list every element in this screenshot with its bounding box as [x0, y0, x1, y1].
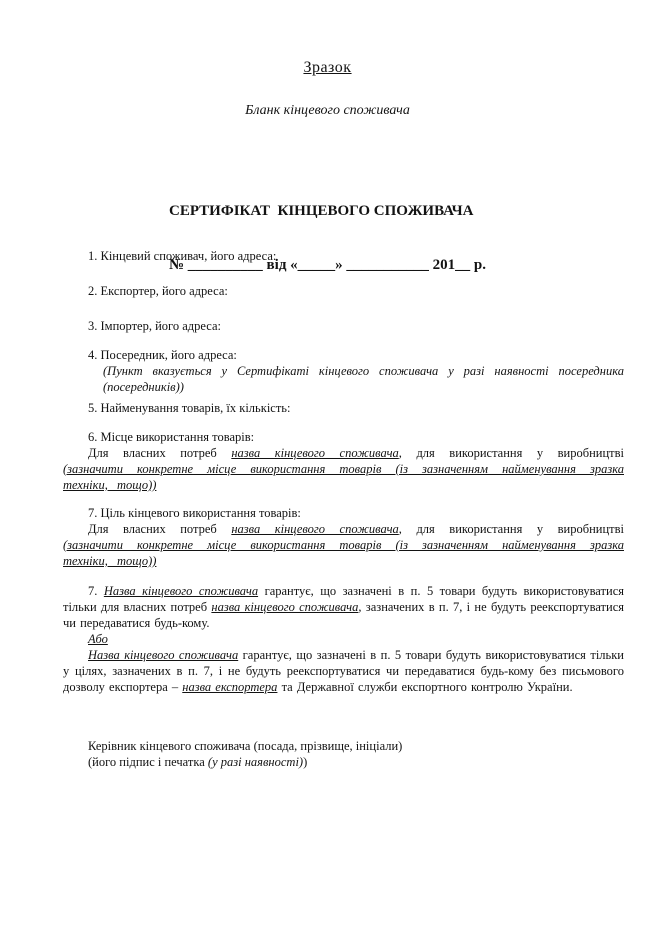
- guarantee-paragraph-1: [63, 583, 624, 631]
- guarantee-2-text-b: та Державної служби експортного контролю України.: [277, 680, 573, 694]
- form-subtitle: Бланк кінцевого споживача: [245, 103, 410, 118]
- item-7-label: 7. Ціль кінцевого використання товарів:: [88, 506, 301, 520]
- item-6-label: 6. Місце використання товарів:: [88, 430, 255, 444]
- usage-note-placeholder: (зазначити конкретне місце використання товарів (із зазначенням найменування зразка техніки, тощо)): [63, 538, 624, 568]
- item-7-body-middle: , для використання у виробництві: [398, 522, 624, 536]
- guarantee-1-text-b: , зазначених в п. 7, і не будуть реекспортуватися чи передаватися будь-кому.: [63, 600, 624, 630]
- item-7-body-prefix: Для власних потреб: [88, 522, 232, 536]
- certificate-number-line: № __________ від «_____» ___________ 201__ р.: [168, 257, 487, 273]
- item-1: [63, 248, 624, 264]
- item-5: [63, 400, 624, 416]
- exporter-name-placeholder: назва експортера: [182, 680, 278, 694]
- item-4-note: (Пункт вказується у Сертифікаті кінцевого споживача у разі наявності посередника (посередників)): [103, 364, 624, 394]
- end-consumer-name-placeholder: Назва кінцевого споживача: [88, 648, 239, 662]
- item-6: [63, 429, 624, 493]
- item-3: [63, 318, 624, 334]
- or-divider: [63, 631, 624, 647]
- item-2: [63, 283, 624, 299]
- item-6-body-prefix: Для власних потреб: [88, 446, 232, 460]
- item-4-label: 4. Посередник, його адреса:: [88, 348, 237, 362]
- signature-section: [63, 738, 624, 770]
- end-consumer-name-placeholder: назва кінцевого споживача: [231, 446, 399, 460]
- guarantee-paragraph-2: [63, 647, 624, 695]
- item-6-body-middle: , для використання у виробництві: [398, 446, 624, 460]
- item-5-label: 5. Найменування товарів, їх кількість:: [88, 401, 291, 415]
- certificate-title: СЕРТИФІКАТ КІНЦЕВОГО СПОЖИВАЧА: [168, 203, 474, 219]
- end-consumer-name-placeholder: назва кінцевого споживача: [231, 522, 399, 536]
- item-4: [63, 347, 624, 395]
- signature-line-1: Керівник кінцевого споживача (посада, прізвище, ініціали): [88, 739, 403, 753]
- item-7: [63, 505, 624, 569]
- or-label: Або: [88, 632, 108, 646]
- item-3-label: 3. Імпортер, його адреса:: [88, 319, 221, 333]
- item-2-label: 2. Експортер, його адреса:: [88, 284, 228, 298]
- guarantee-2-text-a: гарантує, що зазначені в п. 5 товари будуть використовуватися тільки у цілях, зазначених в п. 7, і не будуть реекспортуватися чи передаватися будь-кому без письмового дозволу експортера –: [63, 648, 624, 694]
- guarantee-section: [63, 583, 624, 695]
- item-7-body: [63, 521, 624, 569]
- guarantee-1-number: 7.: [88, 584, 104, 598]
- guarantee-1-text-a: гарантує, що зазначені в п. 5 товари будуть використовуватися тільки для власних потреб: [63, 584, 624, 614]
- item-6-body: [63, 445, 624, 493]
- sample-label: Зразок: [303, 59, 352, 76]
- signature-line-2: [88, 754, 624, 770]
- signature-line-2-suffix: ): [303, 755, 308, 769]
- if-available-note: (у разі наявності): [207, 755, 304, 769]
- item-1-label: 1. Кінцевий споживач, його адреса:: [88, 249, 277, 263]
- end-consumer-name-placeholder: назва кінцевого споживача: [211, 600, 359, 614]
- signature-line-2-prefix: (його підпис і печатка: [88, 755, 208, 769]
- end-consumer-name-placeholder: Назва кінцевого споживача: [103, 584, 259, 598]
- usage-note-placeholder: (зазначити конкретне місце використання товарів (із зазначенням найменування зразка техніки, тощо)): [63, 462, 624, 492]
